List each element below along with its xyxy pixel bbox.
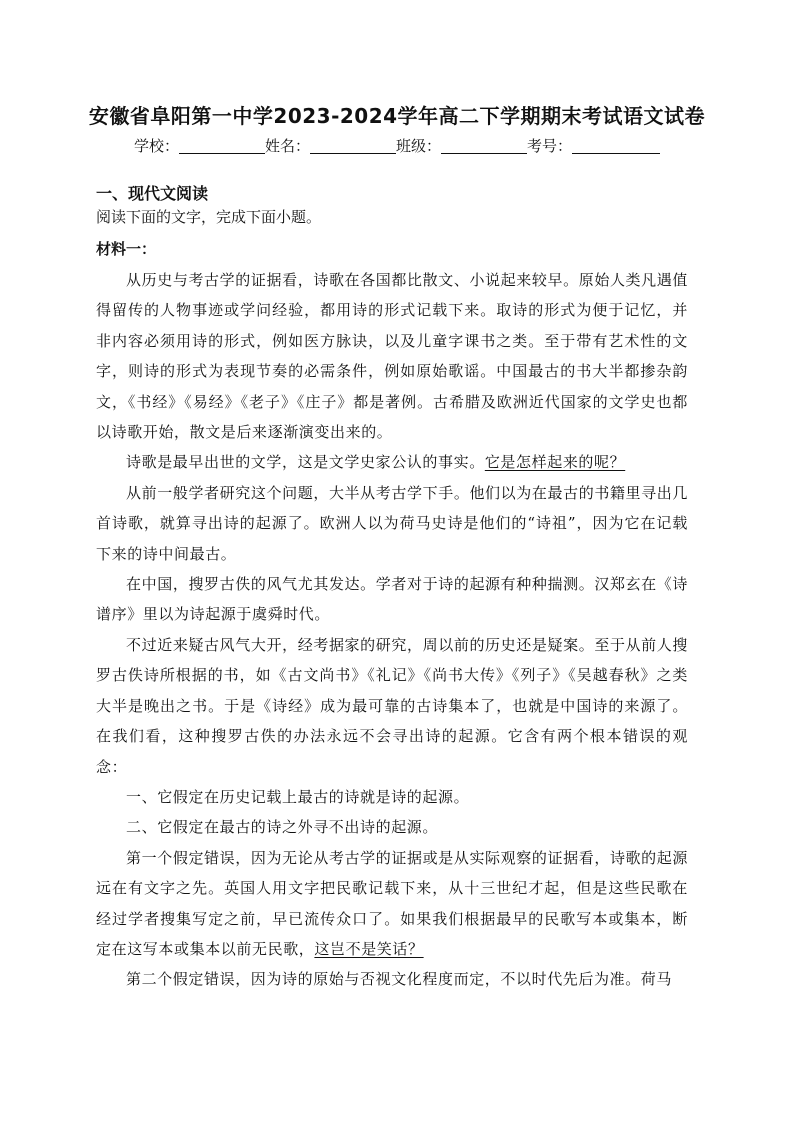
name-blank[interactable] (310, 153, 396, 154)
class-label: 班级： (396, 137, 442, 155)
paragraph (96, 447, 688, 477)
exam-no-blank[interactable] (572, 153, 660, 154)
paragraph (96, 843, 688, 965)
reading-instruction: 阅读下面的文字，完成下面小题。 (96, 208, 322, 226)
class-blank[interactable] (441, 153, 527, 154)
underlined-question: 这岂不是笑话？ (314, 939, 424, 958)
paragraph-text: 第一个假定错误，因为无论从考古学的证据或是从实际观察的证据看，诗歌的起源远在有文字之先。英国人用文字把民歌记载下来，从十三世纪才起，但是这些民歌在经过学者搜集写定之前，早已流传众口了。如果我们根据最早的民歌写本或集本，断定在这写本或集本以前无民歌， (96, 848, 688, 958)
paragraph: 从前一般学者研究这个问题，大半从考古学下手。他们以为在最古的书籍里寻出几首诗歌，就算寻出诗的起源了。欧洲人以为荷马史诗是他们的“诗祖”，因为它在记载下来的诗中间最古。 (96, 483, 688, 563)
underlined-question: 它是怎样起来的呢？ (484, 453, 626, 472)
paragraph: 第二个假定错误，因为诗的原始与否视文化程度而定，不以时代先后为准。荷马 (126, 970, 673, 989)
paragraph: 二、它假定在最古的诗之外寻不出诗的起源。 (126, 818, 439, 837)
exam-title: 安徽省阜阳第一中学2023-2024学年高二下学期期末考试语文试卷 (88, 104, 706, 128)
exam-no-label: 考号： (527, 137, 573, 155)
name-label: 姓名： (264, 137, 310, 155)
paragraph: 不过近来疑古风气大开，经考据家的研究，周以前的历史还是疑案。至于从前人搜罗古佚诗所根据的书，如《古文尚书》《礼记》《尚书大传》《列子》《吴越春秋》之类大半是晚出之书。于是《诗经》成为最可靠的古诗集本了，也就是中国诗的来源了。在我们看，这种搜罗古佚的办法永远不会寻出诗的起源。它含有两个根本错误的观念： (96, 635, 688, 776)
material-label: 材料一： (96, 240, 157, 258)
school-blank[interactable] (179, 153, 265, 154)
paragraph: 从历史与考古学的证据看，诗歌在各国都比散文、小说起来较早。原始人类凡遇值得留传的人物事迹或学问经验，都用诗的形式记载下来。取诗的形式为便于记忆，并非内容必须用诗的形式，例如医方脉诀，以及儿童字课书之类。至于带有艺术性的文字，则诗的形式为表现节奏的必需条件，例如原始歌谣。中国最古的书大半都掺杂韵文，《书经》《易经》《老子》《庄子》都是著例。古希腊及欧洲近代国家的文学史也都以诗歌开始，散文是后来逐渐演变出来的。 (96, 271, 688, 442)
passage-body (96, 265, 688, 995)
section-heading: 一、现代文阅读 (96, 184, 209, 203)
paragraph-text: 诗歌是最早出世的文学，这是文学史家公认的事实。 (126, 453, 485, 472)
school-label: 学校： (133, 137, 179, 155)
student-info-line (0, 135, 794, 156)
paragraph: 在中国，搜罗古佚的风气尤其发达。学者对于诗的起源有种种揣测。汉郑玄在《诗谱序》里以为诗起源于虞舜时代。 (96, 575, 688, 624)
paragraph: 一、它假定在历史记载上最古的诗就是诗的起源。 (126, 787, 470, 806)
